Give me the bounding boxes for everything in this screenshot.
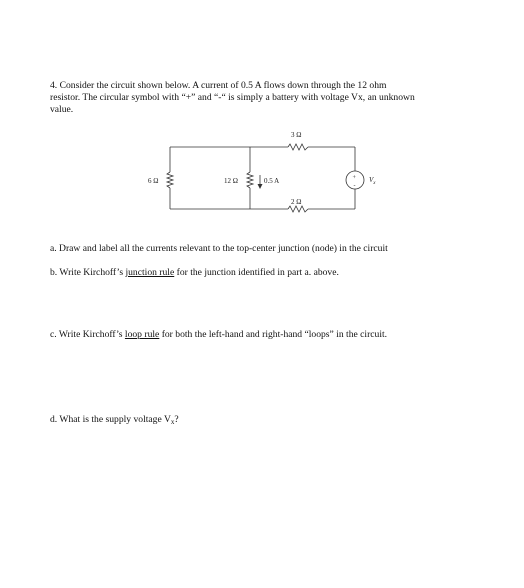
intro-line-2: resistor. The circular symbol with “+” and “-“ is simply a battery with voltage Vx, an unknown <box>50 92 415 104</box>
battery-minus-sign: - <box>353 183 356 189</box>
label-current: 0.5 A <box>264 177 280 185</box>
label-12-ohm: 12 Ω <box>224 177 238 185</box>
label-voltage: $V_x$ <box>369 176 376 186</box>
intro-line-3: value. <box>50 104 74 116</box>
question-b: b. Write Kirchoff’s junction rule for the junction identified in part a. above. <box>50 267 339 278</box>
battery-plus-sign: + <box>352 175 356 181</box>
question-a: a. Draw and label all the currents relevant to the top-center junction (node) in the circuit <box>50 243 388 254</box>
label-3-ohm: 3 Ω <box>291 131 302 139</box>
question-d: d. What is the supply voltage $V_x$? <box>50 414 179 426</box>
resistor-2-ohm <box>288 206 308 212</box>
label-2-ohm: 2 Ω <box>291 198 302 206</box>
resistor-12-ohm <box>247 172 253 188</box>
resistor-3-ohm <box>288 144 308 150</box>
resistor-6-ohm <box>167 172 173 188</box>
circuit-diagram <box>140 126 390 226</box>
label-6-ohm: 6 Ω <box>148 177 159 185</box>
current-arrowhead <box>258 184 263 189</box>
problem-statement <box>50 80 470 117</box>
loop-rule-text: loop rule <box>124 329 160 340</box>
junction-rule-text: junction rule <box>125 267 175 278</box>
question-c: c. Write Kirchoff’s loop rule for both the left-hand and right-hand “loops” in the circuit. <box>50 329 388 340</box>
intro-line-1: 4. Consider the circuit shown below. A current of 0.5 A flows down through the 12 ohm <box>50 80 387 91</box>
